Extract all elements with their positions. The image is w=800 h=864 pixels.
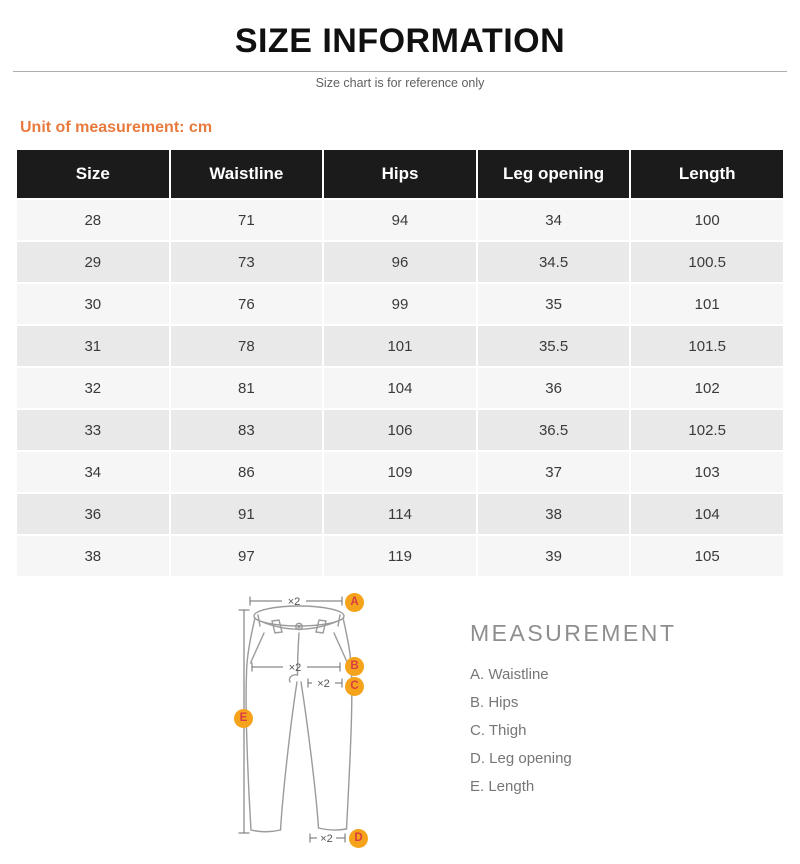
table-row (17, 410, 783, 450)
table-cell: 106 (324, 410, 476, 450)
badge-a-waistline: A (345, 593, 364, 612)
measurement-item-length: E. Length (470, 778, 535, 795)
table-row (17, 200, 783, 240)
table-cell: 83 (171, 410, 323, 450)
table-cell: 36 (478, 368, 630, 408)
table-cell: 114 (324, 494, 476, 534)
table-cell: 101.5 (631, 326, 783, 366)
badge-b-hips: B (345, 657, 364, 676)
table-cell: 35.5 (478, 326, 630, 366)
table-cell: 78 (171, 326, 323, 366)
table-cell: 101 (324, 326, 476, 366)
table-cell: 28 (17, 200, 169, 240)
table-cell: 86 (171, 452, 323, 492)
header-cell-waistline: Waistline (171, 150, 323, 198)
table-cell: 104 (324, 368, 476, 408)
table-cell: 94 (324, 200, 476, 240)
table-cell: 97 (171, 536, 323, 576)
table-cell: 37 (478, 452, 630, 492)
table-cell: 33 (17, 410, 169, 450)
table-cell: 36 (17, 494, 169, 534)
measurement-panel (470, 620, 676, 801)
table-cell: 99 (324, 284, 476, 324)
measurement-item-leg-opening: D. Leg opening (470, 750, 572, 767)
measurement-heading: MEASUREMENT (470, 620, 677, 646)
header-cell-size: Size (17, 150, 169, 198)
measurement-list (470, 661, 676, 801)
badge-d-leg-opening: D (349, 829, 368, 848)
measurement-item-waistline: A. Waistline (470, 666, 549, 683)
table-header-row (17, 150, 783, 198)
badge-e-length: E (234, 709, 253, 728)
table-row (17, 452, 783, 492)
table-cell: 30 (17, 284, 169, 324)
table-cell: 71 (171, 200, 323, 240)
table-cell: 34 (478, 200, 630, 240)
table-cell: 91 (171, 494, 323, 534)
table-row (17, 368, 783, 408)
title-divider (13, 71, 787, 72)
header-cell-leg-opening: Leg opening (478, 150, 630, 198)
table-row (17, 326, 783, 366)
size-table (15, 148, 785, 578)
table-cell: 96 (324, 242, 476, 282)
table-cell: 109 (324, 452, 476, 492)
table-cell: 105 (631, 536, 783, 576)
header-cell-length: Length (631, 150, 783, 198)
multiplier-label: ×2 (317, 678, 330, 690)
page-title: SIZE INFORMATION (234, 22, 566, 60)
table-cell: 76 (171, 284, 323, 324)
table-cell: 29 (17, 242, 169, 282)
table-cell: 34 (17, 452, 169, 492)
table-cell: 31 (17, 326, 169, 366)
table-cell: 100 (631, 200, 783, 240)
multiplier-label: ×2 (287, 596, 301, 608)
table-cell: 35 (478, 284, 630, 324)
table-cell: 119 (324, 536, 476, 576)
measurement-item-thigh: C. Thigh (470, 722, 527, 739)
multiplier-label: ×2 (320, 833, 333, 845)
measurement-item-hips: B. Hips (470, 694, 519, 711)
table-cell: 38 (478, 494, 630, 534)
subtitle: Size chart is for reference only (315, 76, 485, 90)
table-cell: 39 (478, 536, 630, 576)
table-cell: 100.5 (631, 242, 783, 282)
table-cell: 81 (171, 368, 323, 408)
table-cell: 104 (631, 494, 783, 534)
table-cell: 34.5 (478, 242, 630, 282)
table-row (17, 536, 783, 576)
pants-diagram (180, 590, 380, 860)
table-cell: 73 (171, 242, 323, 282)
multiplier-label: ×2 (288, 662, 302, 674)
table-cell: 102 (631, 368, 783, 408)
unit-note: Unit of measurement: cm (20, 119, 213, 136)
table-cell: 101 (631, 284, 783, 324)
table-cell: 38 (17, 536, 169, 576)
badge-c-thigh: C (345, 677, 364, 696)
table-cell: 32 (17, 368, 169, 408)
table-row (17, 494, 783, 534)
table-cell: 102.5 (631, 410, 783, 450)
table-cell: 36.5 (478, 410, 630, 450)
header-cell-hips: Hips (324, 150, 476, 198)
table-cell: 103 (631, 452, 783, 492)
table-row (17, 242, 783, 282)
diagram-section (0, 590, 800, 864)
table-row (17, 284, 783, 324)
